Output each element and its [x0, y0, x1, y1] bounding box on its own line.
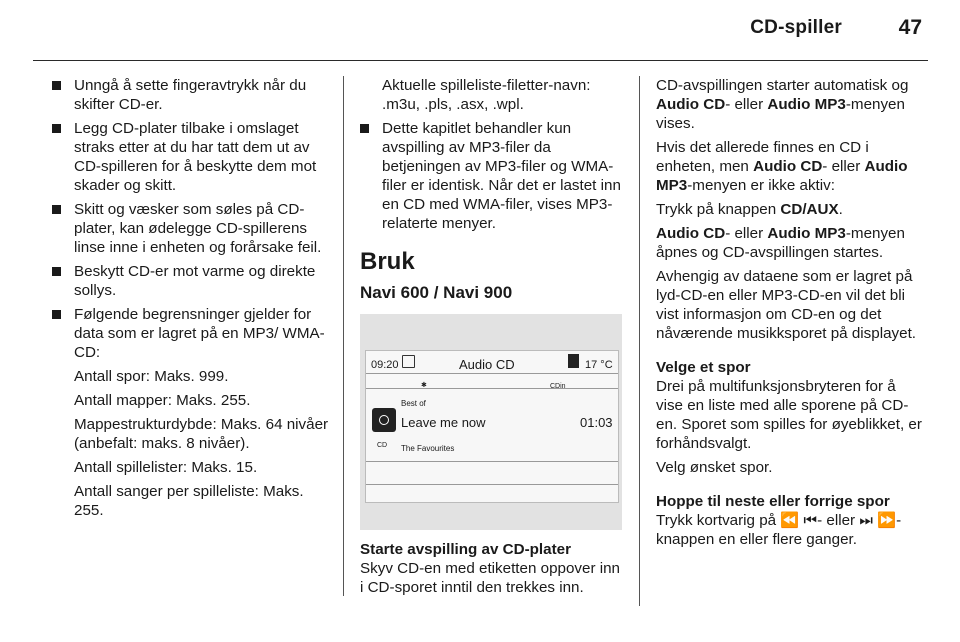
screen-temperature: 17 °C [585, 359, 613, 371]
paragraph: Hvis det allerede finnes en CD i enheten, men Audio CD- eller Audio MP3-menyen er ikke aktiv: [656, 139, 908, 194]
bluetooth-icon: ✱ [421, 382, 427, 389]
screen-duration: 01:03 [580, 415, 613, 430]
header-title: CD-spiller [750, 17, 842, 38]
column-1 [52, 76, 330, 525]
paragraph: CD-avspillingen starter automatisk og Audio CD- eller Audio MP3-menyen vises. [656, 77, 909, 132]
infotainment-screen [365, 350, 619, 503]
screen-cd-label: CD [377, 442, 388, 449]
screen-time: 09:20 [371, 359, 399, 371]
subsection-heading: Navi 600 / Navi 900 [360, 283, 513, 302]
screen-source: CDin [550, 383, 566, 390]
select-text: Drei på multifunksjonsbryteren for å vise en liste med alle sporene på CD-en. Sporet som spilles for øyeblikket, er forhåndsvalgt. [656, 378, 922, 452]
bullet-item: Følgende begrensninger gjelder for data som er lagret på en MP3/ WMA-CD: [52, 305, 330, 362]
cd-disc-icon [372, 408, 396, 432]
skip-heading: Hoppe til neste eller forrige spor [656, 493, 890, 510]
bullet-item: Beskytt CD-er mot varme og direkte sollys. [52, 262, 330, 300]
playlist-note: Aktuelle spilleliste-filetter-navn: .m3u, .pls, .asx, .wpl. [382, 77, 591, 113]
paragraph: Trykk på knappen CD/AUX. [656, 201, 843, 218]
paragraph: Avhengig av dataene som er lagret på lyd-CD-en eller MP3-CD-en vil det bli vist informasjon om CD-en og det nåværende musikksporet på displayet. [656, 268, 917, 342]
select-heading: Velge et spor [656, 359, 751, 376]
screen-artist: The Favourites [401, 444, 455, 453]
screen-status-bar [366, 351, 618, 374]
section-heading: Bruk [360, 248, 415, 275]
bullet-square-icon [360, 124, 369, 133]
phone-icon [568, 354, 579, 368]
bullet-item: Unngå å sette fingeravtrykk når du skifter CD-er. [52, 76, 330, 114]
bullet-square-icon [52, 310, 61, 319]
bullet-item: Skitt og væsker som søles på CD-plater, kan ødelegge CD-spillerens linse inne i enheten og forårsake feil. [52, 200, 330, 257]
column-3 [656, 76, 926, 554]
screen-title: Audio CD [459, 357, 515, 372]
limit-item: Antall spillelister: Maks. 15. [74, 459, 258, 476]
screen-bottom-bar [366, 461, 618, 485]
start-heading: Starte avspilling av CD-plater [360, 541, 572, 558]
column-divider-2 [639, 76, 640, 606]
limit-item: Mappestrukturdybde: Maks. 64 nivåer (anbefalt: maks. 8 nivåer). [74, 416, 329, 452]
clock-icon [402, 355, 415, 368]
bullet-square-icon [52, 124, 61, 133]
column-2 [360, 76, 622, 602]
bullet-square-icon [52, 267, 61, 276]
limit-item: Antall spor: Maks. 999. [74, 368, 229, 385]
screen-song: Leave me now [401, 415, 486, 430]
bullet-square-icon [52, 81, 61, 90]
bullet-square-icon [52, 205, 61, 214]
paragraph: Audio CD- eller Audio MP3-menyen åpnes og CD-avspillingen startes. [656, 225, 905, 261]
screen-info-row [366, 374, 618, 389]
page-number: 47 [898, 16, 922, 39]
display-screenshot [360, 314, 622, 530]
bullet-item: Legg CD-plater tilbake i omslaget straks etter at du har tatt dem ut av CD-spilleren for å beskytte dem mot skader og skitt. [52, 119, 330, 195]
start-text: Skyv CD-en med etiketten oppover inn i CD-sporet inntil den trekkes inn. [360, 560, 621, 596]
limit-item: Antall mapper: Maks. 255. [74, 392, 251, 409]
select-text-2: Velg ønsket spor. [656, 459, 773, 476]
bullet-item: Dette kapitlet behandler kun avspilling av MP3-filer da betjeningen av MP3-filer og WMA-filer er identisk. Når det er lastet inn en CD med WMA-filer, vises MP3-relaterte menyer. [360, 119, 622, 233]
skip-text: Trykk kortvarig på ⏪ ⏮- eller ⏭ ⏩-knappen en eller flere ganger. [656, 512, 902, 548]
limit-item: Antall sanger per spilleliste: Maks. 255. [74, 483, 304, 519]
header-divider [33, 60, 928, 61]
column-divider-1 [343, 76, 344, 596]
screen-album: Best of [401, 399, 426, 408]
page-header [0, 0, 960, 62]
